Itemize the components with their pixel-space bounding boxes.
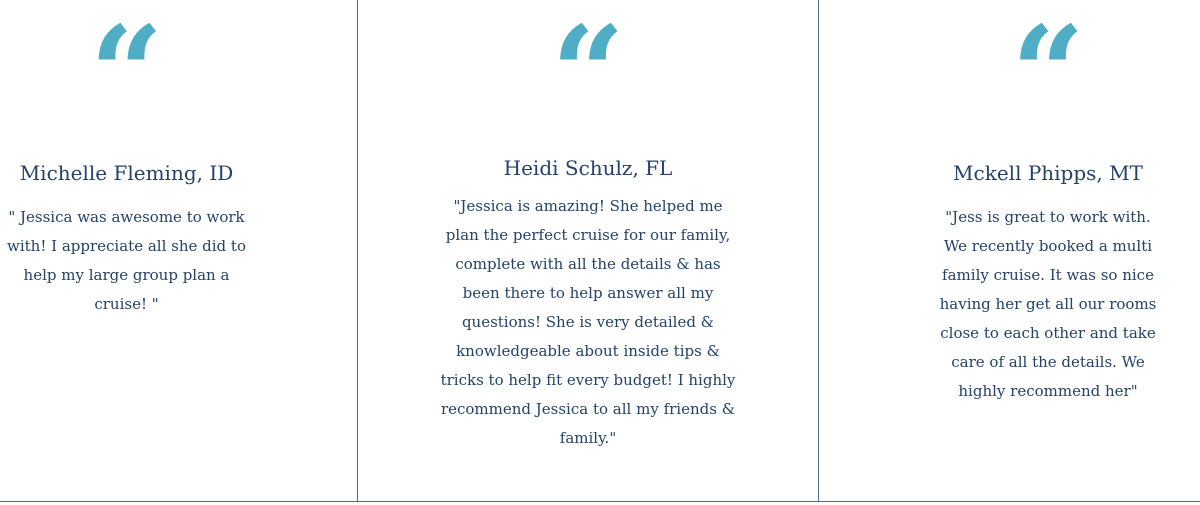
testimonial-author: Michelle Fleming, ID xyxy=(19,161,234,185)
testimonial-author: Mckell Phipps, MT xyxy=(953,161,1143,185)
testimonial-text xyxy=(933,203,1163,406)
testimonial-author: Heidi Schulz, FL xyxy=(503,156,673,180)
testimonial-text-line: care of all the details. We xyxy=(951,353,1145,371)
testimonial-text-line: " Jessica was awesome to work xyxy=(8,208,245,226)
testimonial-text-line: close to each other and take xyxy=(940,324,1156,342)
testimonial-text-line: tricks to help fit every budget! I highly xyxy=(440,371,736,389)
left-double-quote-icon: “ xyxy=(89,0,164,149)
testimonial-text xyxy=(438,192,738,453)
testimonial-card xyxy=(0,0,253,500)
left-double-quote-icon: “ xyxy=(551,0,625,149)
testimonial-text-line: family." xyxy=(559,429,617,447)
testimonial-text-line: knowledgeable about inside tips & xyxy=(456,342,720,360)
testimonial-text-line: help my large group plan a xyxy=(23,266,230,284)
testimonial-text-line: "Jess is great to work with. xyxy=(945,208,1151,226)
testimonial-text xyxy=(0,203,253,319)
testimonial-text-line: "Jessica is amazing! She helped me xyxy=(453,197,723,215)
testimonial-text-line: family cruise. It was so nice xyxy=(942,266,1154,284)
testimonial-text-line: complete with all the details & has xyxy=(455,255,721,273)
column-divider xyxy=(357,0,358,502)
testimonial-text-line: cruise! " xyxy=(94,295,159,313)
testimonial-text-line: highly recommend her" xyxy=(958,382,1138,400)
testimonial-text-line: questions! She is very detailed & xyxy=(461,313,715,331)
testimonial-text-line: recommend Jessica to all my friends & xyxy=(440,400,736,418)
testimonial-text-line: plan the perfect cruise for our family, xyxy=(445,226,731,244)
testimonial-text-line: We recently booked a multi xyxy=(943,237,1153,255)
testimonial-text-line: with! I appreciate all she did to xyxy=(7,237,246,255)
testimonial-card xyxy=(438,0,738,500)
testimonial-text-line: been there to help answer all my xyxy=(462,284,714,302)
testimonial-text-line: having her get all our rooms xyxy=(939,295,1157,313)
bottom-divider xyxy=(0,501,1200,502)
left-double-quote-icon: “ xyxy=(1011,0,1085,149)
column-divider xyxy=(818,0,819,502)
testimonial-card xyxy=(933,0,1163,500)
